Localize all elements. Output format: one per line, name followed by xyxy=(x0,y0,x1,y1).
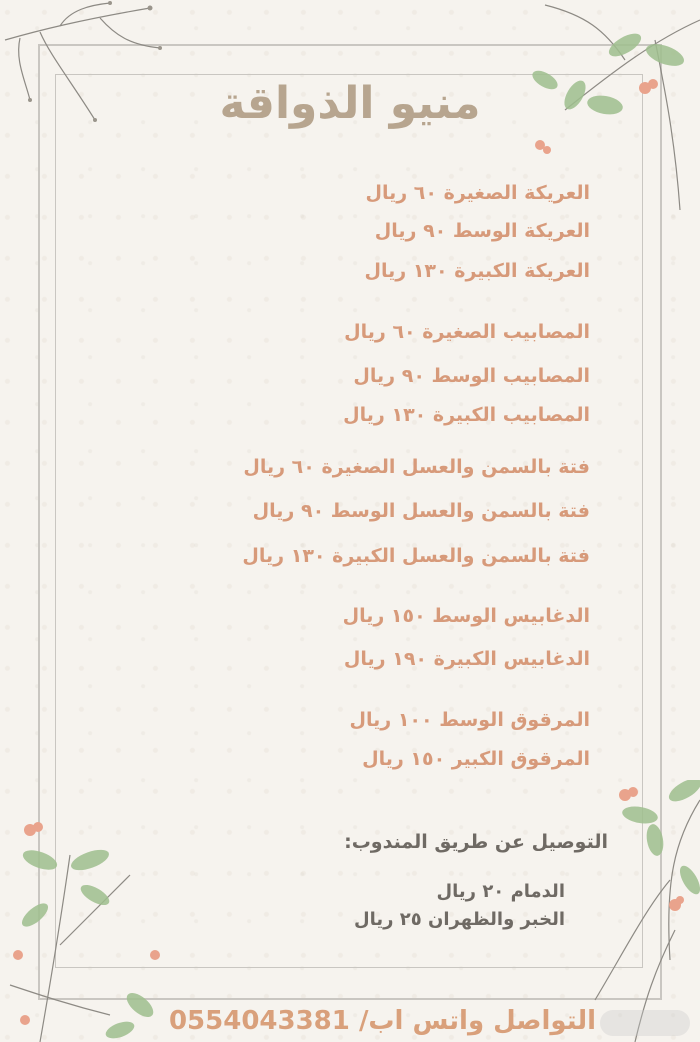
menu-item: فتة بالسمن والعسل الوسط ٩٠ ريال xyxy=(252,500,590,522)
menu-title: منيو الذواقة xyxy=(219,78,481,129)
menu-item: الدغابيس الوسط ١٥٠ ريال xyxy=(342,605,590,627)
watermark xyxy=(600,1010,690,1036)
menu-item: المصابيب الكبيرة ١٣٠ ريال xyxy=(343,404,590,426)
floral-branch-icon xyxy=(555,780,700,1042)
menu-item: العريكة الكبيرة ١٣٠ ريال xyxy=(364,260,590,282)
menu-item: فتة بالسمن والعسل الصغيرة ٦٠ ريال xyxy=(243,456,590,478)
menu-item: العريكة الصغيرة ٦٠ ريال xyxy=(365,182,590,204)
menu-item: المرقوق الكبير ١٥٠ ريال xyxy=(362,748,590,770)
contact-label: التواصل واتس اب/ xyxy=(358,1006,596,1036)
menu-item: المصابيب الوسط ٩٠ ريال xyxy=(353,365,590,387)
menu-item: العريكة الوسط ٩٠ ريال xyxy=(374,220,590,242)
phone-number[interactable]: 0554043381 xyxy=(168,1006,350,1036)
delivery-title: التوصيل عن طريق المندوب: xyxy=(344,831,608,853)
contact-line xyxy=(169,1006,596,1036)
delivery-item: الخبر والظهران ٢٥ ريال xyxy=(354,909,565,930)
menu-item: الدغابيس الكبيرة ١٩٠ ريال xyxy=(343,648,590,670)
menu-item: فتة بالسمن والعسل الكبيرة ١٣٠ ريال xyxy=(242,545,590,567)
menu-item: المصابيب الصغيرة ٦٠ ريال xyxy=(344,321,590,343)
menu-item: المرقوق الوسط ١٠٠ ريال xyxy=(349,709,590,731)
leaf-icon xyxy=(0,815,190,1042)
delivery-item: الدمام ٢٠ ريال xyxy=(436,881,565,902)
